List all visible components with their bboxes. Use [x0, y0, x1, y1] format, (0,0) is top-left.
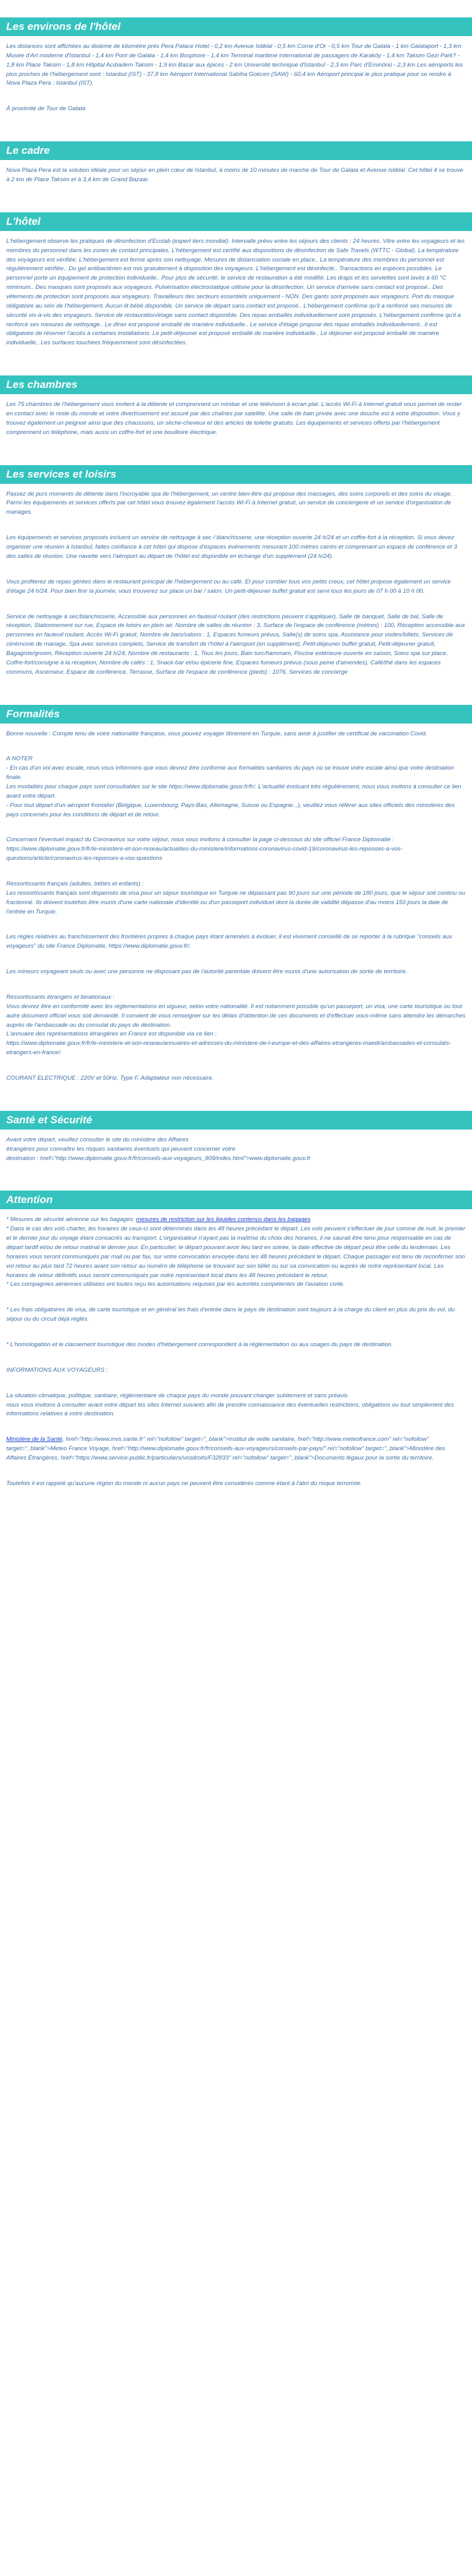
section-attention [0, 1191, 472, 1488]
services-equipment: Les équipements et services proposés incluent un service de nettoyage à sec / blanchisserie, une réception ouverte 24 h/24 et un coffre-fort à la réception. Si vous devez organiser une réunion à Istanbul, faites confiance à cet hôtel qui dispose d'espaces événements mesurant 100 mètres carrés et comprenant un espace de conférence et 3 des salles de réunion. Une navette vers l'aéroport au départ de l'hôtel est disponible en échange d'un supplément (24 h/24). [6, 534, 457, 560]
attention-situation: La situation climatique, politique, sanitaire, réglementaire de chaque pays du monde pouvant changer subitement et sans préavis nous vous invitons à consulter avant votre départ les sites Internet suivants afin de prendre connaissance des éventuelles restrictions, obligations ou tout simplement des informations relatives à votre destination. [6, 1392, 454, 1418]
formalities-border-rules: Les règles relatives au franchissement des frontières propres à chaque pays étant amenées à évoluer, il est vivement conseillé de se reporter à la rubrique "conseils aux voyageurs" du site France Diplomatie, https://www.diplomatie.gouv.fr/. [6, 933, 452, 950]
section-title-hotel: L'hôtel [0, 212, 472, 231]
health-ministry-link[interactable]: Ministère de la Santé [6, 1436, 63, 1443]
attention-travellers-heading: INFORMATIONS AUX VOYAGEURS : [6, 1366, 108, 1374]
section-title-formalities: Formalités [0, 705, 472, 724]
section-formalities [0, 705, 472, 1083]
section-surroundings [0, 17, 472, 114]
setting-text: Nova Plaza Pera est la solution idéale pour un séjour en plein cœur de Istanbul, à moins de 10 minutes de marche de Tour de Galata et Avenue Istiklal. Cet hôtel 4 se trouve à 2 km de Place Taksim et à 3,4 km de Grand Bazaar. [6, 167, 463, 184]
hotel-text: L'hébergement observe les pratiques de désinfection d'Ecolab (expert tiers mondial). Intervalle prévu entre les séjours des clients : 24 heures. Vitre entre les voyageurs et les membres du personnel dans les zones de contact principales. L'hébergement est certifié aux dispositions de désinfection de Safe Travels (WTTC - Global). La température des voyageurs est vérifiée. L'hébergement est fermé après son nettoyage. Mesures de distanciation sociale en place.. La température des membres du personnel est régulièrement vérifiée.. Du gel antibactérien est mis gratuitement à disposition des voyageurs. L'hébergement est désinfecté.. Transactions en espèces possibles. Le personnel porte un équipement de protection individuelle.. Pour plus de sécurité, le service de restauration a été modifié. Les draps et les serviettes sont lavés à 60 °C minimum.. Des masques sont proposés aux voyageurs. Pulvérisation électrostatique utilisée pour la désinfection. Un service d'arrivée sans contact est proposé.. Des vêtements de protection sont proposés aux voyageurs. Travailleurs des secteurs essentiels uniquement - NON. Des gants sont proposés aux voyageurs. Port du masque obligatoire au sein de l'hébergement. Aucun lit bébé disponible. Un service de départ sans contact est proposé.. L'hébergement confirme qu'il a renforcé ses mesures de sécurité vis-à-vis des voyageurs. Service de restauration/étage sans contact disponible. Des repas emballés individuellement sont proposés. L'hébergement confirme qu'il a renforcé ses mesures de nettoyage.. Le dîner est proposé emballé de manière individuelle.. Le service d'étage propose des repas emballés individuellement.. Il est obligatoire de réserver l'accès à certaines installations. Le petit-déjeuner est proposé emballé de manière individuelle.. Le déjeuner est proposé emballé de manière individuelle.. Les surfaces touchées fréquemment sont désinfectées. [6, 237, 465, 347]
services-spa: Passez de purs moments de détente dans l'incroyable spa de l'hébergement, un centre bien-être qui propose des massages, des soins corporels et des soins du visage. Parmi les équipements et services offerts par cet hôtel vous trouvez également l'accès Wi-Fi à Internet gratuit, un service de conciergerie et un service d'organisation de mariages. [6, 490, 453, 516]
attention-classification: * L'homologation et le classement touristique des modes d'hébergement correspondent à la réglementation ou aux usages du pays de destination. [6, 1341, 393, 1349]
attention-terrorism: Toutefois il est rappelé qu'aucune région du monde ni aucun pays ne peuvent être considérés comme étant à l'abri du risque terroriste. [6, 1479, 362, 1487]
formalities-visa-news: Bonne nouvelle : Compte tenu de votre nationalité française, vous pouvez voyager librement en Turquie, sans avoir à justifier de certificat de vaccination Covid. [6, 730, 428, 737]
section-title-setting: Le cadre [0, 141, 472, 160]
formalities-electric-current: COURANT ELECTRIQUE : 220V et 50Hz, Type F. Adaptateur non nécessaire. [6, 1075, 214, 1082]
formalities-minors: Les mineurs voyageant seuls ou avec une personne ne disposant pas de l'autorité parentale doivent être munis d'une autorisation de sortie de territoire. [6, 968, 408, 976]
liquids-restriction-link[interactable]: mesures de restriction sur les liquides contenus dans les bagages [136, 1216, 311, 1224]
formalities-note: A NOTER - En cas d'un vol avec escale, nous vous informons que vous devrez être conforme aux formalités sanitaires du pays où se trouve votre escale ainsi que votre destination finale. Les modalités pour chaque pays sont consultables sur le site https://www.diplomatie.gouv.fr/fr/. L'actualité évoluant très régulièrement, nous vous invitons à consulter ce lien avant votre départ. - Pour tout départ d'un aéroport frontalier (Belgique, Luxembourg, Pays-Bas, Allemagne, Suisse ou Espagne...), veuillez vous référer aux sites officiels des ministères des pays concernés pour les conditions de départ et de retour. [6, 755, 461, 818]
attention-visa-fees: * Les frais obligatoires de visa, de carte touristique et en général les frais d'entrée dans le pays de destination sont toujours à la charge du client en plus du prix du vol, du séjour ou du circuit déjà réglés. [6, 1306, 455, 1323]
attention-flights-text: * Dans le cas des vols charter, les horaires de ceux-ci sont déterminés dans les 48 heures précédant le départ. Les vols peuvent s'effectuer de jour comme de nuit, le premier et le dernier jour du voyage étant consacrés au transport. L'organisateur n'ayant pas la maîtrise du choix des horaires, il ne saurait être tenu pour responsable en cas de départ tardif et/ou de retour matinal le dernier jour. En particulier, le départ pouvant avoir lieu tard en soirée, la date effective de départ peut être celle du lendemain. Les horaires vous seront communiqués par mail ou par fax, sur votre convocation envoyée dans les 48 heures précédant le départ. Chaque passager est tenu de reconfirmer son vol retour au plus tard 72 heures avant son retour au numéro de téléphone se trouvant sur son billet ou sur sa convocation ou auprès de notre représentant local. Les horaires de retour définitifs vous seront communiqués par notre représentant local dans les 48 heures précédant le retour. * Les compagnies aériennes utilisées ont toutes reçu les autorisations requises par les autorités compétentes de l'aviation civile. [6, 1225, 466, 1288]
formalities-coronavirus: Concernant l'éventuel impact du Coronavirus sur votre séjour, nous vous invitons à consulter la page ci-dessous du site officiel France Diplomatie : https://www.diplomatie.gouv.fr/fr/le-ministere-et-son-reseau/actualites-du-ministere/informations-coronavirus-covid-19/coronavirus-les-reponses-a-vos-questions/article/coronavirus-les-reponses-a-vos-questions [6, 836, 403, 862]
surroundings-distances: Les distances sont affichées au dixième de kilomètre près Pera Palace Hotel - 0,2 km Avenue Istiklal - 0,5 km Corne d'Or - 0,5 km Tour de Galata - 1 km Galataport - 1,3 km Musée d'Art moderne d'Istanbul - 1,4 km Pont de Galata - 1,4 km Bosphore - 1,4 km Terminal maritime international de passagers de Karaköy - 1,4 km Taksim Gezi Park? - 1,8 km Place Taksim - 1,8 km Hôpital Acıbadem Taksim - 1,9 km Bazar aux épices - 2 km Université technique d'Istanbul - 2,3 km Parc d'Eminönü - 2,3 km Les aéroports les plus proches de l'hébergement sont : Istanbul (IST) - 37,8 km Aéroport International Sabiha Gokcen (SAW) - 60,4 km Aéroport principal le plus pratique pour se rendre à Nova Plaza Pera : Istanbul (IST). [6, 43, 463, 87]
section-setting [0, 141, 472, 185]
section-title-rooms: Les chambres [0, 375, 472, 394]
formalities-french-nationals: Ressortissants français (adultes, bébés et enfants) : Les ressortissants français sont dispensés de visa pour un séjour touristique en Turquie ne dépassant pas 90 jours sur une période de 180 jours, que le séjour soit continu ou fractionné. Ils doivent toutefois être munis d'une carte nationale d'identité ou d'un passeport individuel dont la durée de validité dépasse d'au moins 150 jours la date de l'entrée en Turquie. [6, 880, 465, 915]
services-dining: Vous profiterez de repas gérées dans le restaurant principal de l'hébergement ou au café. Et pour combler tous vos petits creux, cet hôtel propose également un service d'étage 24 h/24. Pour bien finir la journée, vous trouverez sur place un bar / salon. Un petit-déjeuner buffet gratuit est servi tous les jours de 07 h 00 à 10 h 00. [6, 578, 451, 595]
attention-links-text: , href="http://www.invs.sante.fr" rel="nofollow" target="_blank">Institut de veille sanitaire, href="http://www.meteofrance.com" rel="nofollow" target="_blank">Meteo France Voyage, href="http://www.diplomatie.gouv.fr/fr/conseils-aux-voyageurs/conseils-par-pays/" rel="nofollow" target="_blank">Ministère des Affaires Étrangères, href="https://www.service-public.fr/particuliers/vosdroits/F32833" rel="nofollow" target="_blank">Documents légaux pour la sortie du territoire. [6, 1436, 445, 1462]
section-title-surroundings: Les environs de l'hôtel [0, 17, 472, 36]
section-health [0, 1111, 472, 1164]
section-hotel [0, 212, 472, 348]
attention-baggage-prefix: * Mesures de sécurité aérienne sur les bagages: [6, 1216, 136, 1224]
section-title-health: Santé et Sécurité [0, 1111, 472, 1130]
surroundings-nearby: À proximité de Tour de Galata [6, 105, 86, 113]
attention-flights [6, 1215, 466, 1290]
section-title-attention: Attention [0, 1191, 472, 1209]
services-list: Service de nettoyage à sec/blanchisserie, Accessible aux personnes en fauteuil roulant (des restrictions peuvent s'appliquer), Salle de banquet, Salle de bal, Salle de réception, Stationnement sur rue, Espace de loisirs en plein air, Nombre de salles de réunion : 3, Surface de l'espace de conférence (mètres) : 100, Réception accessible aux personnes en fauteuil roulant, Accès Wi-Fi gratuit, Nombre de bars/salons : 1, Espaces fumeurs prévus, Salle(s) de soins spa, Assistance pour visites/billets, Services de cérémonie de mariage, Spa avec services complets, Service de transfert de l'hôtel à l'aéroport (en supplément), Petit-déjeuner buffet gratuit, Petit-déjeuner gratuit, Bagagiste/groom, Réception ouverte 24 h/24, Nombre de restaurants : 1, Tous les jours, Bain turc/hammam, Piscine extérieure ouverte en saison, Soins spa sur place, Coffre-fort/consigne à la réception, Nombre de cafés : 1, Snack-bar et/ou épicerie fine, Espaces fumeurs prévus (sous peine d'amendes), Café/thé dans les espaces communs, Ascenseur, Espace de conférence, Terrasse, Surface de l'espace de conférence (pieds) : 1076, Services de concierge [6, 613, 465, 676]
formalities-foreign-nationals: Ressortissants étrangers et binationaux : Vous devrez être en conformité avec les réglementations en vigueur, selon votre nationalité. Il est notamment possible qu'un passeport, un visa, une carte touristique ou tout autre document officiel vous soit demandé. Il convient de vous renseigner sur les délais d'obtention de ces documents et d'effectuer vous-même sans attendre les démarches auprès de l'ambassade ou du consulat du pays de destination. L'annuaire des représentations étrangères en France est disponible via ce lien : https://www.diplomatie.gouv.fr/fr/le-ministere-et-son-reseau/annuaires-et-adresses-du-ministere-de-l-europe-et-des-affaires-etrangeres-maedi/ambassades-et-consulats-etrangers-en-france/. [6, 993, 466, 1057]
section-title-services: Les services et loisirs [0, 465, 472, 484]
rooms-text: Les 75 chambres de l'hébergement vous invitent à la détente et comprennent un minibar et une télévision à écran plat. L'accès Wi-Fi à Internet gratuit vous permet de rester en contact avec le reste du monde et votre divertissement est assuré par des chaînes par satellite. Une salle de bain privée avec une douche est à votre disposition. Vous y trouvez également un peignoir ainsi que des chaussons, un sèche-cheveux et des articles de toilette gratuits. Les équipements et services offerts par l'hébergement comprennent un téléphone, mais aussi un coffre-fort et une bouilloire électrique. [6, 401, 462, 436]
section-rooms [0, 375, 472, 437]
section-services [0, 465, 472, 677]
health-text: Avant votre départ, veuillez consulter le site du ministère des Affaires étrangères pour connaître les risques sanitaires éventuels qui peuvent concerner votre destination : href="http://www.diplomatie.gouv.fr/fr/conseils-aux-voyageurs_909/index.html">www.diplomatie.gouv.fr [6, 1136, 311, 1162]
attention-links [6, 1435, 466, 1463]
